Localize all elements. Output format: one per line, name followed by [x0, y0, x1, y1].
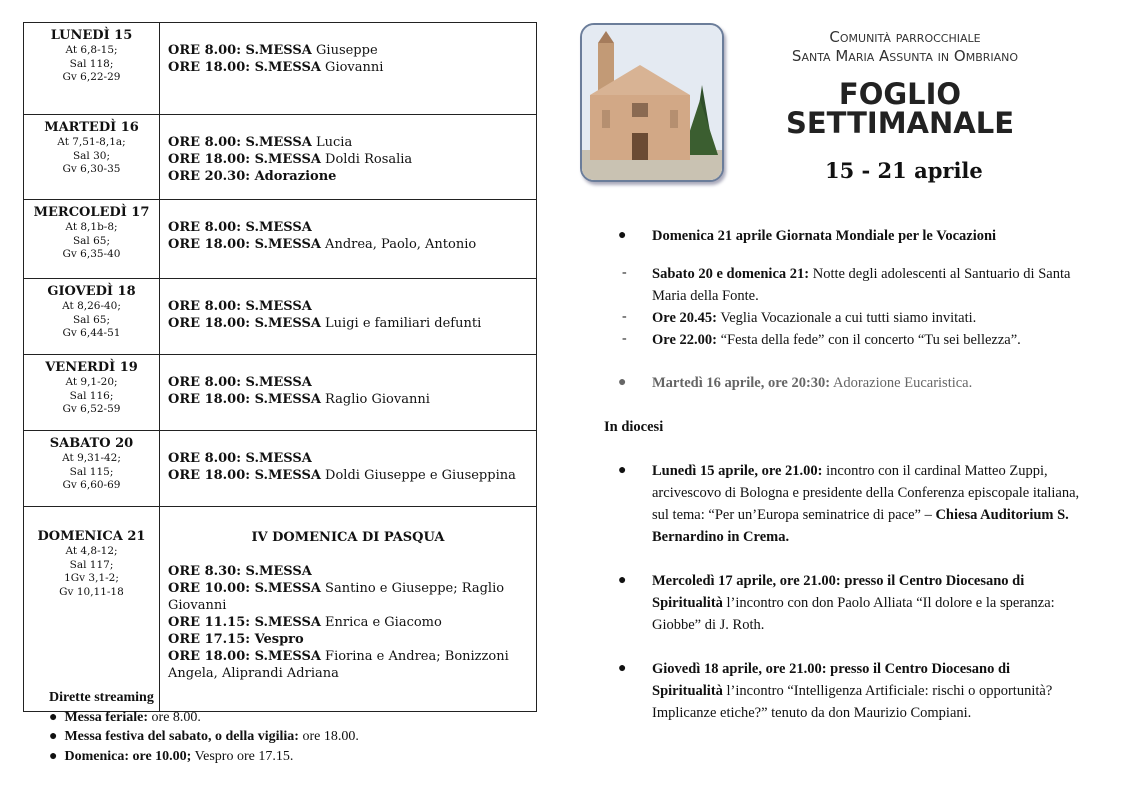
- mass-line: ORE 17.15: Vespro: [168, 632, 304, 647]
- day-cell: [24, 23, 160, 115]
- streaming-section: [49, 688, 359, 766]
- reading-ref: Gv 6,44-51: [62, 327, 121, 339]
- reading-ref: Gv 6,60-69: [62, 479, 121, 491]
- reading-ref: Gv 6,35-40: [62, 248, 121, 260]
- mass-line: ORE 8.00: S.MESSA: [168, 220, 312, 235]
- mass-line: ORE 8.00: S.MESSA: [168, 451, 312, 466]
- mass-line: ORE 8.00: S.MESSA Lucia: [168, 135, 353, 150]
- bullet-icon: ●: [618, 661, 627, 676]
- day-name: GIOVEDÌ 18: [47, 284, 136, 299]
- dash-icon: -: [622, 331, 627, 346]
- date-range: 15 - 21 aprile: [825, 158, 983, 183]
- list-item: Mercoledì 17 aprile, ore 21.00: presso il Centro Diocesano di Spiritualità l’incontro con don Paolo Alliata “Il dolore e la speranza: Giobbe” di J. Roth.: [652, 573, 1055, 633]
- bullet-icon: ●: [618, 375, 627, 390]
- reading-ref: At 7,51-8,1a;: [57, 136, 126, 148]
- reading-ref: Sal 30;: [72, 149, 111, 162]
- reading-ref: Sal 116;: [69, 389, 114, 402]
- list-item: Ore 22.00: “Festa della fede” con il concerto “Tu sei bellezza”.: [652, 332, 1021, 348]
- church-photo: [580, 23, 724, 182]
- day-name: MERCOLEDÌ 17: [33, 205, 150, 220]
- schedule-section: [23, 22, 537, 712]
- day-cell: [24, 507, 160, 712]
- reading-ref: Gv 6,30-35: [62, 163, 121, 175]
- list-item: ● Domenica: ore 10.00; Vespro ore 17.15.: [49, 748, 294, 764]
- day-name: LUNEDÌ 15: [50, 28, 133, 43]
- reading-ref: Gv 6,52-59: [62, 403, 121, 415]
- table-row: [24, 507, 537, 712]
- reading-ref: At 9,31-42;: [62, 452, 121, 464]
- parish-name: Comunità parrocchiale Santa Maria Assunta in Ombriano: [791, 28, 1019, 65]
- newsletter-title: FOGLIO SETTIMANALE: [785, 77, 1015, 140]
- list-item: Lunedì 15 aprile, ore 21.00: incontro con il cardinal Matteo Zuppi, arcivescovo di Bologna e presidente della Conferenza episcopale italiana, sul tema: “Per un’Europa seminatrice di pace” – Chiesa Auditorium S. Bernardino in Crema.: [652, 463, 1080, 545]
- reading-ref: Sal 115;: [69, 465, 114, 478]
- dash-icon: -: [622, 265, 627, 280]
- mass-line: ORE 10.00: S.MESSA Santino e Giuseppe; Raglio Giovanni: [168, 581, 505, 613]
- mass-cell: [160, 507, 537, 712]
- table-row: [24, 355, 537, 431]
- day-cell: [24, 200, 160, 279]
- reading-ref: At 8,26-40;: [62, 300, 121, 312]
- reading-ref: Sal 117;: [69, 558, 114, 571]
- section-heading: In diocesi: [604, 419, 664, 435]
- mass-schedule-table: [23, 22, 537, 712]
- mass-line: ORE 8.30: S.MESSA: [168, 564, 312, 579]
- reading-ref: Gv 6,22-29: [62, 71, 121, 83]
- list-item: ● Messa feriale: ore 8.00.: [49, 709, 201, 725]
- reading-ref: Gv 10,11-18: [59, 585, 124, 598]
- table-row: [24, 279, 537, 355]
- mass-line: ORE 8.00: S.MESSA: [168, 375, 312, 390]
- list-item: Sabato 20 e domenica 21: Notte degli adolescenti al Santuario di Santa Maria della Fonte.: [652, 266, 1071, 304]
- reading-ref: Sal 65;: [72, 313, 111, 326]
- mass-cell: [160, 200, 537, 279]
- reading-ref: At 8,1b-8;: [65, 221, 118, 233]
- reading-ref: At 9,1-20;: [65, 376, 118, 388]
- mass-cell: [160, 23, 537, 115]
- mass-line: ORE 18.00: S.MESSA Andrea, Paolo, Antonio: [168, 237, 477, 252]
- mass-line: ORE 18.00: S.MESSA Doldi Rosalia: [168, 152, 413, 167]
- mass-cell: [160, 431, 537, 507]
- mass-line: ORE 11.15: S.MESSA Enrica e Giacomo: [168, 615, 442, 630]
- day-name: MARTEDÌ 16: [44, 120, 139, 135]
- table-row: [24, 200, 537, 279]
- mass-line: ORE 18.00: S.MESSA Doldi Giuseppe e Giuseppina: [168, 468, 516, 483]
- mass-line: ORE 18.00: S.MESSA Raglio Giovanni: [168, 392, 430, 407]
- mass-line: ORE 8.00: S.MESSA Giuseppe: [168, 43, 378, 58]
- reading-ref: At 6,8-15;: [65, 44, 118, 56]
- vocazioni-item: Domenica 21 aprile Giornata Mondiale per le Vocazioni: [652, 228, 997, 244]
- bullet-icon: ●: [618, 463, 627, 478]
- day-name: VENERDÌ 19: [45, 360, 138, 375]
- mass-cell: [160, 355, 537, 431]
- streaming-title: Dirette streaming: [49, 690, 154, 705]
- bullet-icon: ●: [618, 228, 627, 243]
- day-cell: [24, 279, 160, 355]
- mass-cell: [160, 279, 537, 355]
- list-item: Giovedì 18 aprile, ore 21.00: presso il Centro Diocesano di Spiritualità l’incontro “Intelligenza Artificiale: rischi o opportunità? Implicanze etiche?” tenuto da don Maurizio Compiani.: [652, 661, 1053, 721]
- table-row: [24, 115, 537, 200]
- mass-line: ORE 18.00: S.MESSA Luigi e familiari defunti: [168, 316, 482, 331]
- mass-line: ORE 18.00: S.MESSA Fiorina e Andrea; Bonizzoni Angela, Aliprandi Adriana: [168, 649, 509, 681]
- table-row: [24, 23, 537, 115]
- mass-line: ORE 18.00: S.MESSA Giovanni: [168, 60, 384, 75]
- reading-ref: At 4,8-12;: [65, 545, 118, 557]
- day-name: DOMENICA 21: [37, 529, 146, 544]
- dash-icon: -: [622, 309, 627, 324]
- day-cell: [24, 431, 160, 507]
- mass-line: ORE 20.30: Adorazione: [168, 169, 337, 184]
- day-cell: [24, 355, 160, 431]
- list-item: ● Messa festiva del sabato, o della vigilia: ore 18.00.: [49, 729, 359, 744]
- table-row: [24, 431, 537, 507]
- reading-ref: 1Gv 3,1-2;: [64, 572, 119, 584]
- list-item: Martedì 16 aprile, ore 20:30: Adorazione Eucaristica.: [652, 375, 973, 391]
- day-cell: [24, 115, 160, 200]
- list-item: Ore 20.45: Veglia Vocazionale a cui tutti siamo invitati.: [652, 310, 977, 326]
- mass-cell: [160, 115, 537, 200]
- reading-ref: Sal 65;: [72, 234, 111, 247]
- news-section: [560, 0, 1100, 793]
- mass-line: ORE 8.00: S.MESSA: [168, 299, 312, 314]
- bullet-icon: ●: [618, 573, 627, 588]
- reading-ref: Sal 118;: [69, 57, 114, 70]
- sunday-title: IV DOMENICA DI PASQUA: [251, 530, 445, 545]
- day-name: SABATO 20: [49, 436, 134, 451]
